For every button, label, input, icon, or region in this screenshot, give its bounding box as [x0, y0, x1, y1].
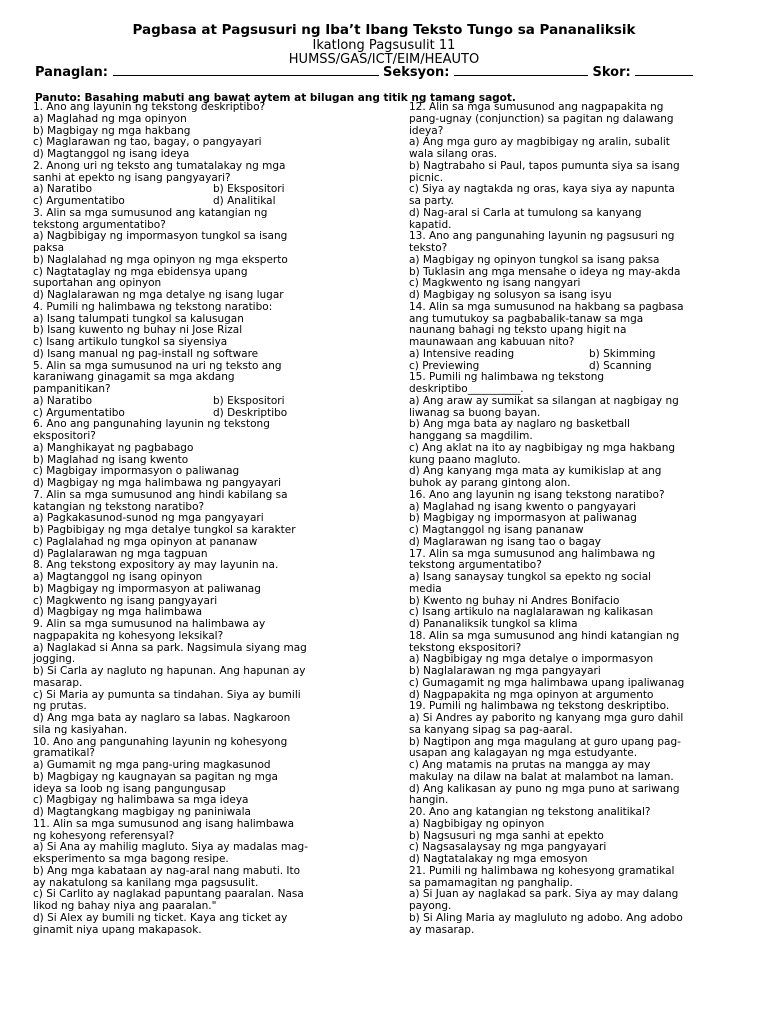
- question-line: tekstong argumentatibo?: [409, 559, 542, 572]
- question-line: 8. Ang tekstong expository ay may layunin na.: [33, 559, 279, 572]
- question-line: ideya sa loob ng isang pangungusap: [33, 782, 226, 795]
- question-line: ang tumutukoy sa pagbabalik-tanaw sa mga: [409, 312, 644, 325]
- question-line: karaniwang ginagamit sa mga akdang: [33, 371, 235, 384]
- question-line: ay nakatulong sa kanilang mga pagsusulit.: [33, 876, 259, 889]
- question-line: 20. Ano ang katangian ng tekstong analitikal?: [409, 806, 651, 818]
- question-line: c) Gumagamit ng mga halimbawa upang ipaliwanag: [409, 676, 685, 689]
- question-line: a) Magtanggol ng isang opinyon: [33, 571, 203, 583]
- question-line: b) Ang mga bata ay naglaro ng basketball: [409, 418, 630, 431]
- question-line: 2. Anong uri ng teksto ang tumatalakay ng mga: [33, 159, 286, 172]
- question-line: media: [409, 582, 442, 595]
- question-line: b) Si Aling Maria ay magluluto ng adobo. Ang adobo: [409, 911, 683, 924]
- question-line: 5. Alin sa mga sumusunod na uri ng teksto ang: [33, 359, 282, 372]
- question-line: d) Pananaliksik tungkol sa klima: [409, 618, 578, 630]
- document-title: Pagbasa at Pagsusuri ng Iba’t Ibang Teksto Tungo sa Pananaliksik: [132, 22, 636, 38]
- question-line: a) Pagkakasunod-sunod ng mga pangyayari: [33, 512, 264, 525]
- question-line: 9. Alin sa mga sumusunod na halimbawa ay: [33, 618, 266, 630]
- question-line: deskriptibo__________.: [409, 383, 524, 395]
- question-line: d) Ang mga bata ay naglaro sa labas. Nagkaroon: [33, 712, 291, 724]
- question-line: sila ng kasiyahan.: [33, 723, 128, 736]
- question-line: eksperimento sa mga bagong resipe.: [33, 853, 229, 865]
- question-line: teksto?: [409, 242, 448, 254]
- question-line: ng kohesyong referensyal?: [33, 829, 175, 842]
- question-line: ng prutas.: [33, 700, 87, 713]
- question-line: c) Nagtataglay ng mga ebidensya upang: [33, 265, 248, 278]
- question-line: sa pamamagitan ng panghalip.: [409, 876, 573, 889]
- question-line: b) Isang kuwento ng buhay ni Jose Rizal: [33, 324, 243, 337]
- questions-left-column: [33, 102, 393, 936]
- question-line: b) Magbigay ng mga hakbang: [33, 124, 191, 137]
- section-blank[interactable]: [454, 64, 588, 76]
- question-line: a) Ang mga guro ay magbibigay ng aralin, subalit: [409, 136, 670, 149]
- question-line: 14. Alin sa mga sumusunod na hakbang sa pagbasa: [409, 300, 684, 313]
- question-line: hanggang sa magdilim.: [409, 430, 533, 442]
- question-line: 10. Ano ang pangunahing layunin ng kohesyong: [33, 735, 288, 748]
- question-line: a) Ang araw ay sumikat sa silangan at nagbigay ng: [409, 394, 679, 407]
- question-line: 12. Alin sa mga sumusunod ang nagpapakita ng: [409, 101, 664, 113]
- question-line: d) Si Alex ay bumili ng ticket. Kaya ang ticket ay: [33, 911, 288, 924]
- question-line: kapatid.: [409, 218, 452, 231]
- question-line: jogging.: [33, 653, 76, 666]
- question-line: a) Si Ana ay mahilig magluto. Siya ay madalas mag-: [33, 841, 308, 854]
- question-line: c) Ang matamis na prutas na mangga ay may: [409, 759, 651, 771]
- question-line: a) Isang sanaysay tungkol sa epekto ng social: [409, 571, 652, 583]
- question-line: 15. Pumili ng halimbawa ng tekstong: [409, 371, 605, 384]
- question-line: tekstong argumentatibo?: [33, 218, 166, 231]
- choice-pair-line: [33, 396, 393, 408]
- question-line: c) Isang artikulo tungkol sa siyensiya: [33, 336, 228, 348]
- question-line: a) Naglakad si Anna sa park. Nagsimula siyang mag: [33, 641, 307, 654]
- choice-text: a) Naratibo: [33, 183, 93, 196]
- question-line: a) Isang talumpati tungkol sa kalusugan: [33, 312, 244, 325]
- question-line: tekstong ekspositori?: [409, 641, 522, 654]
- question-line: b) Kwento ng buhay ni Andres Bonifacio: [409, 594, 620, 607]
- question-line: naunang bahagi ng teksto upang higit na: [409, 324, 627, 337]
- question-line: 7. Alin sa mga sumusunod ang hindi kabilang sa: [33, 488, 288, 501]
- question-line: b) Pagbibigay ng mga detalye tungkol sa karakter: [33, 524, 296, 536]
- question-line: picnic.: [409, 171, 444, 184]
- choice-text: b) Ekspositori: [213, 183, 285, 196]
- question-line: d) Magbigay ng mga halimbawa: [33, 606, 203, 619]
- exam-name: Ikatlong Pagsusulit 11: [312, 38, 456, 53]
- question-line: ekspositori?: [33, 430, 96, 442]
- question-line: usapan ang kalagayan ng mga estudyante.: [409, 747, 638, 760]
- question-line: pang-ugnay (conjunction) sa pagitan ng dalawang: [409, 112, 674, 125]
- choice-text: c) Previewing: [409, 359, 480, 372]
- question-line: a) Nagbibigay ng impormasyon tungkol sa isang: [33, 230, 288, 243]
- question-line: gramatikal?: [33, 747, 95, 760]
- instructions: Panuto: Basahing mabuti ang bawat aytem at bilugan ang titik ng tamang sagot.: [35, 92, 516, 104]
- question-line: d) Magbigay ng solusyon sa isang isyu: [409, 289, 612, 301]
- question-line: c) Magtanggol ng isang pananaw: [409, 524, 584, 536]
- question-line: katangian ng tekstong naratibo?: [33, 500, 205, 513]
- question-line: 1. Ano ang layunin ng tekstong deskriptibo?: [33, 101, 266, 113]
- strand-list: HUMSS/GAS/ICT/EIM/HEAUTO: [288, 52, 480, 67]
- question-line: c) Isang artikulo na naglalarawan ng kalikasan: [409, 606, 654, 619]
- question-line: ideya?: [409, 124, 444, 137]
- question-line: 16. Ano ang layunin ng isang tekstong naratibo?: [409, 488, 665, 501]
- question-line: 3. Alin sa mga sumusunod ang katangian ng: [33, 206, 268, 219]
- name-label: Panaglan:: [35, 65, 108, 80]
- question-line: b) Nagsusuri ng mga sanhi at epekto: [409, 829, 604, 842]
- question-line: b) Naglalahad ng mga opinyon ng mga eksperto: [33, 253, 288, 266]
- question-line: ay masarap.: [409, 923, 475, 936]
- question-line: d) Isang manual ng pag-install ng software: [33, 347, 259, 360]
- question-line: c) Si Maria ay pumunta sa tindahan. Siya ay bumili: [33, 688, 301, 701]
- question-line: a) Gumamit ng mga pang-uring magkasunod: [33, 759, 271, 771]
- question-line: 19. Pumili ng halimbawa ng tekstong deskriptibo.: [409, 700, 670, 713]
- question-line: nagpapakita ng kohesyong leksikal?: [33, 629, 224, 642]
- question-line: b) Maglahad ng isang kwento: [33, 453, 189, 466]
- question-line: c) Magkwento ng isang pangyayari: [33, 594, 218, 607]
- choice-text: c) Argumentatibo: [33, 195, 125, 207]
- question-line: d) Maglarawan ng isang tao o bagay: [409, 535, 601, 548]
- question-line: d) Nag-aral si Carla at tumulong sa kanyang: [409, 206, 642, 219]
- question-line: a) Manghikayat ng pagbabago: [33, 441, 194, 454]
- question-line: pampanitikan?: [33, 383, 111, 395]
- question-line: 13. Ano ang pangunahing layunin ng pagsusuri ng: [409, 230, 675, 243]
- question-line: d) Magbigay ng mga halimbawa ng pangyayari: [33, 477, 282, 489]
- question-line: a) Maglahad ng isang kwento o pangyayari: [409, 500, 636, 513]
- student-info-line: [35, 64, 735, 81]
- question-line: c) Siya ay nagtakda ng oras, kaya siya ay napunta: [409, 183, 675, 196]
- choice-text: a) Naratibo: [33, 394, 93, 407]
- choice-pair-line: [409, 349, 739, 361]
- choice-text: b) Skimming: [589, 347, 656, 360]
- score-blank[interactable]: [635, 64, 693, 76]
- question-line: wala silang oras.: [409, 148, 498, 160]
- question-line: d) Magtangkang magbigay ng paniniwala: [33, 806, 251, 818]
- question-line: 18. Alin sa mga sumusunod ang hindi katangian ng: [409, 629, 680, 642]
- question-line: d) Paglalarawan ng mga tagpuan: [33, 547, 208, 560]
- question-line: d) Magtanggol ng isang ideya: [33, 148, 190, 160]
- question-line: a) Maglahad ng mga opinyon: [33, 112, 187, 125]
- question-line: 4. Pumili ng halimbawa ng tekstong naratibo:: [33, 300, 273, 313]
- question-line: masarap.: [33, 676, 83, 689]
- question-line: a) Si Juan ay naglakad sa park. Siya ay may dalang: [409, 888, 679, 901]
- question-line: c) Si Carlito ay naglakad papuntang paaralan. Nasa: [33, 888, 304, 901]
- question-line: suportahan ang opinyon: [33, 277, 162, 290]
- question-line: c) Nagsasalaysay ng mga pangyayari: [409, 841, 607, 854]
- question-line: a) Nagbibigay ng mga detalye o impormasyon: [409, 653, 654, 666]
- question-line: liwanag sa buong bayan.: [409, 406, 541, 419]
- question-line: sa party.: [409, 195, 454, 207]
- question-line: 11. Alin sa mga sumusunod ang isang halimbawa: [33, 817, 295, 830]
- question-line: paksa: [33, 242, 65, 254]
- question-line: d) Naglalarawan ng mga detalye ng isang lugar: [33, 289, 284, 301]
- question-line: b) Nagtipon ang mga magulang at guro upang pag-: [409, 735, 681, 748]
- question-line: maunawaan ang kabuuan nito?: [409, 336, 575, 348]
- choice-pair-line: [33, 196, 393, 208]
- question-line: hangin.: [409, 794, 449, 807]
- score-label: Skor:: [592, 65, 631, 80]
- question-line: 17. Alin sa mga sumusunod ang halimbawa ng: [409, 547, 656, 560]
- question-line: a) Magbigay ng opinyon tungkol sa isang paksa: [409, 253, 660, 266]
- question-line: b) Magbigay ng impormasyon at paliwanag: [409, 512, 637, 525]
- question-line: sa kanyang sipag sa pag-aaral.: [409, 723, 573, 736]
- question-line: b) Ang mga kabataan ay nag-aral nang mabuti. Ito: [33, 864, 301, 877]
- question-line: b) Naglalarawan ng mga pangyayari: [409, 665, 601, 677]
- question-line: c) Magbigay impormasyon o paliwanag: [33, 465, 240, 478]
- question-line: d) Ang kanyang mga mata ay kumikislap at ang: [409, 465, 662, 478]
- question-line: a) Nagbibigay ng opinyon: [409, 817, 545, 830]
- choice-text: d) Scanning: [589, 359, 652, 372]
- question-line: buhok ay parang gintong alon.: [409, 477, 571, 489]
- question-line: kung paano magluto.: [409, 453, 521, 466]
- question-line: b) Tuklasin ang mga mensahe o ideya ng may-akda: [409, 265, 681, 278]
- question-line: makulay na dilaw na balat at malambot na laman.: [409, 770, 674, 783]
- question-line: 21. Pumili ng halimbawa ng kohesyong gramatikal: [409, 864, 675, 877]
- choice-text: c) Argumentatibo: [33, 406, 125, 419]
- question-line: b) Magbigay ng kaugnayan sa pagitan ng mga: [33, 770, 278, 783]
- question-line: c) Maglarawan ng tao, bagay, o pangyayari: [33, 136, 262, 149]
- question-line: c) Magkwento ng isang nangyari: [409, 277, 581, 290]
- question-line: c) Ang aklat na ito ay nagbibigay ng mga hakbang: [409, 441, 676, 454]
- question-line: b) Nagtrabaho si Paul, tapos pumunta siya sa isang: [409, 159, 680, 172]
- question-line: d) Nagtatalakay ng mga emosyon: [409, 853, 588, 865]
- question-line: ginamit niya upang makapasok.: [33, 923, 202, 936]
- question-line: b) Si Carla ay nagluto ng hapunan. Ang hapunan ay: [33, 665, 306, 677]
- name-blank[interactable]: [113, 64, 379, 76]
- question-line: a) Si Andres ay paborito ng kanyang mga guro dahil: [409, 712, 684, 724]
- question-line: sanhi at epekto ng isang pangyayari?: [33, 171, 231, 184]
- question-line: d) Nagpapakita ng mga opinyon at argumento: [409, 688, 654, 701]
- question-line: d) Ang kalikasan ay puno ng mga puno at sariwang: [409, 782, 680, 795]
- choice-text: d) Deskriptibo: [213, 406, 288, 419]
- choice-text: d) Analitikal: [213, 195, 276, 207]
- question-line: 6. Ano ang pangunahing layunin ng tekstong: [33, 418, 270, 431]
- section-label: Seksyon:: [383, 65, 450, 80]
- question-line: b) Magbigay ng impormasyon at paliwanag: [33, 582, 261, 595]
- question-line: payong.: [409, 900, 452, 912]
- question-line: likod ng bahay niya ang paaralan.": [33, 900, 217, 912]
- choice-text: a) Intensive reading: [409, 347, 515, 360]
- choice-text: b) Ekspositori: [213, 394, 285, 407]
- question-line: c) Magbigay ng halimbawa sa mga ideya: [33, 794, 249, 807]
- questions-right-column: [409, 102, 739, 936]
- question-line: c) Paglalahad ng mga opinyon at pananaw: [33, 535, 258, 548]
